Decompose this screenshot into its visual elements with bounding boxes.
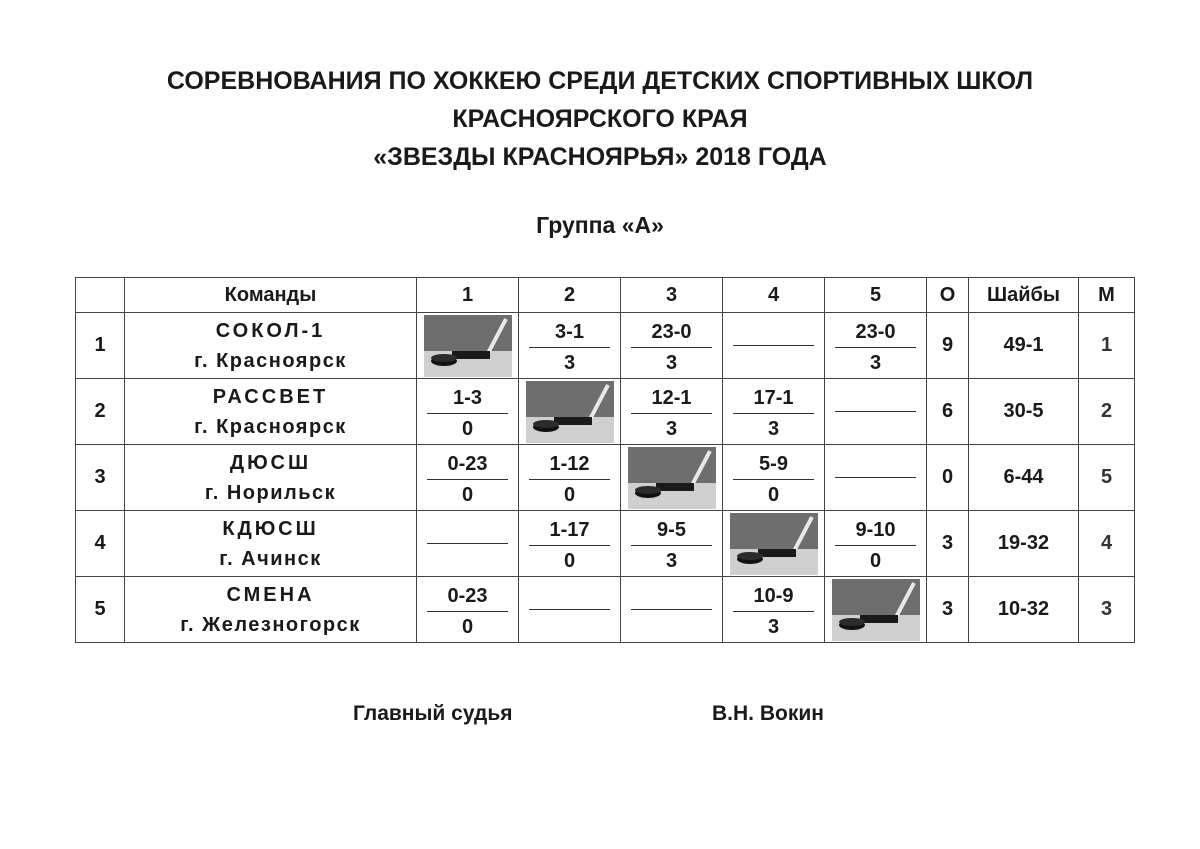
match-points: 0: [461, 484, 474, 506]
place-cell: 3: [1079, 577, 1135, 643]
blank-line: [529, 609, 610, 610]
empty-match-cell: [723, 313, 825, 379]
match-score: 3-1: [555, 321, 584, 343]
points-cell: 3: [927, 577, 969, 643]
header-points: О: [927, 278, 969, 313]
team-cell: [125, 379, 417, 445]
header-place: М: [1079, 278, 1135, 313]
score-divider: [529, 479, 610, 480]
row-number: 2: [76, 379, 125, 445]
goals-cell: 6-44: [969, 445, 1079, 511]
empty-match-cell: [825, 445, 927, 511]
score-divider: [835, 545, 916, 546]
match-cell: [825, 313, 927, 379]
place-cell: 2: [1079, 379, 1135, 445]
header-teams: Команды: [125, 278, 417, 313]
match-score: 9-5: [657, 519, 686, 541]
header-col-2: 2: [519, 278, 621, 313]
hockey-stick-puck-icon: [730, 513, 818, 575]
place-cell: 1: [1079, 313, 1135, 379]
table-row: [76, 577, 1135, 643]
team-name: КДЮСШ: [222, 517, 319, 540]
match-score: 10-9: [753, 585, 794, 607]
match-cell: [519, 313, 621, 379]
match-cell: [723, 445, 825, 511]
goals-cell: 19-32: [969, 511, 1079, 577]
score-divider: [427, 611, 508, 612]
row-number: 5: [76, 577, 125, 643]
match-cell: [621, 511, 723, 577]
standings-table: [75, 277, 1135, 643]
diagonal-cell: [519, 379, 621, 445]
match-score: 1-3: [453, 387, 482, 409]
team-city: г. Норильск: [204, 481, 337, 504]
match-score: 12-1: [651, 387, 692, 409]
diagonal-cell: [825, 577, 927, 643]
blank-line: [733, 345, 814, 346]
match-cell: [519, 511, 621, 577]
match-cell: [723, 379, 825, 445]
title-line-2: КРАСНОЯРСКОГО КРАЯ: [452, 105, 748, 133]
goals-cell: 49-1: [969, 313, 1079, 379]
score-divider: [529, 545, 610, 546]
score-divider: [733, 479, 814, 480]
match-score: 0-23: [447, 585, 488, 607]
empty-match-cell: [519, 577, 621, 643]
team-name: РАССВЕТ: [212, 385, 329, 408]
match-points: 3: [767, 418, 780, 440]
team-name: СМЕНА: [226, 583, 315, 606]
header-col-5: 5: [825, 278, 927, 313]
score-divider: [427, 479, 508, 480]
match-cell: [417, 577, 519, 643]
match-score: 23-0: [855, 321, 896, 343]
diagonal-cell: [723, 511, 825, 577]
document-title: [0, 62, 1200, 176]
match-points: 3: [665, 418, 678, 440]
hockey-stick-puck-icon: [832, 579, 920, 641]
empty-match-cell: [825, 379, 927, 445]
points-cell: 9: [927, 313, 969, 379]
score-divider: [529, 347, 610, 348]
match-score: 5-9: [759, 453, 788, 475]
match-score: 1-17: [549, 519, 590, 541]
judge-label: Главный судья: [353, 702, 513, 725]
team-name: СОКОЛ-1: [215, 319, 326, 342]
place-cell: 5: [1079, 445, 1135, 511]
match-score: 1-12: [549, 453, 590, 475]
header-col-3: 3: [621, 278, 723, 313]
match-cell: [723, 577, 825, 643]
hockey-stick-puck-icon: [628, 447, 716, 509]
header-col-1: 1: [417, 278, 519, 313]
match-cell: [417, 445, 519, 511]
team-name: ДЮСШ: [229, 451, 312, 474]
row-number: 3: [76, 445, 125, 511]
team-cell: [125, 445, 417, 511]
score-divider: [733, 413, 814, 414]
score-divider: [427, 413, 508, 414]
blank-line: [835, 411, 916, 412]
match-cell: [825, 511, 927, 577]
empty-match-cell: [417, 511, 519, 577]
team-cell: [125, 313, 417, 379]
hockey-stick-puck-icon: [526, 381, 614, 443]
team-cell: [125, 577, 417, 643]
points-cell: 6: [927, 379, 969, 445]
match-points: 0: [461, 616, 474, 638]
table-row: [76, 511, 1135, 577]
points-cell: 0: [927, 445, 969, 511]
header-row: [76, 278, 1135, 313]
match-points: 3: [665, 352, 678, 374]
header-num: [76, 278, 125, 313]
diagonal-cell: [621, 445, 723, 511]
table-row: [76, 379, 1135, 445]
match-score: 0-23: [447, 453, 488, 475]
team-city: г. Железногорск: [180, 613, 361, 636]
blank-line: [835, 477, 916, 478]
match-points: 0: [869, 550, 882, 572]
score-divider: [631, 413, 712, 414]
goals-cell: 30-5: [969, 379, 1079, 445]
diagonal-cell: [417, 313, 519, 379]
team-city: г. Красноярск: [194, 415, 347, 438]
blank-line: [427, 543, 508, 544]
team-city: г. Красноярск: [194, 349, 347, 372]
group-heading: Группа «А»: [536, 212, 664, 238]
match-cell: [621, 313, 723, 379]
title-line-1: СОРЕВНОВАНИЯ ПО ХОККЕЮ СРЕДИ ДЕТСКИХ СПОРТИВНЫХ ШКОЛ: [166, 67, 1034, 95]
match-cell: [417, 379, 519, 445]
header-col-4: 4: [723, 278, 825, 313]
match-score: 17-1: [753, 387, 794, 409]
match-points: 0: [563, 484, 576, 506]
points-cell: 3: [927, 511, 969, 577]
table-row: [76, 313, 1135, 379]
match-points: 3: [665, 550, 678, 572]
empty-match-cell: [621, 577, 723, 643]
match-score: 9-10: [855, 519, 896, 541]
team-city: г. Ачинск: [219, 547, 322, 570]
judge-name: В.Н. Вокин: [712, 702, 824, 725]
match-cell: [621, 379, 723, 445]
hockey-stick-puck-icon: [424, 315, 512, 377]
header-goals: Шайбы: [969, 278, 1079, 313]
match-score: 23-0: [651, 321, 692, 343]
match-points: 0: [767, 484, 780, 506]
score-divider: [835, 347, 916, 348]
blank-line: [631, 609, 712, 610]
match-points: 3: [869, 352, 882, 374]
row-number: 1: [76, 313, 125, 379]
place-cell: 4: [1079, 511, 1135, 577]
team-cell: [125, 511, 417, 577]
match-points: 3: [767, 616, 780, 638]
match-points: 3: [563, 352, 576, 374]
goals-cell: 10-32: [969, 577, 1079, 643]
match-cell: [519, 445, 621, 511]
score-divider: [631, 545, 712, 546]
row-number: 4: [76, 511, 125, 577]
score-divider: [631, 347, 712, 348]
match-points: 0: [461, 418, 474, 440]
score-divider: [733, 611, 814, 612]
table-row: [76, 445, 1135, 511]
match-points: 0: [563, 550, 576, 572]
title-line-3: «ЗВЕЗДЫ КРАСНОЯРЬЯ» 2018 ГОДА: [373, 143, 827, 171]
